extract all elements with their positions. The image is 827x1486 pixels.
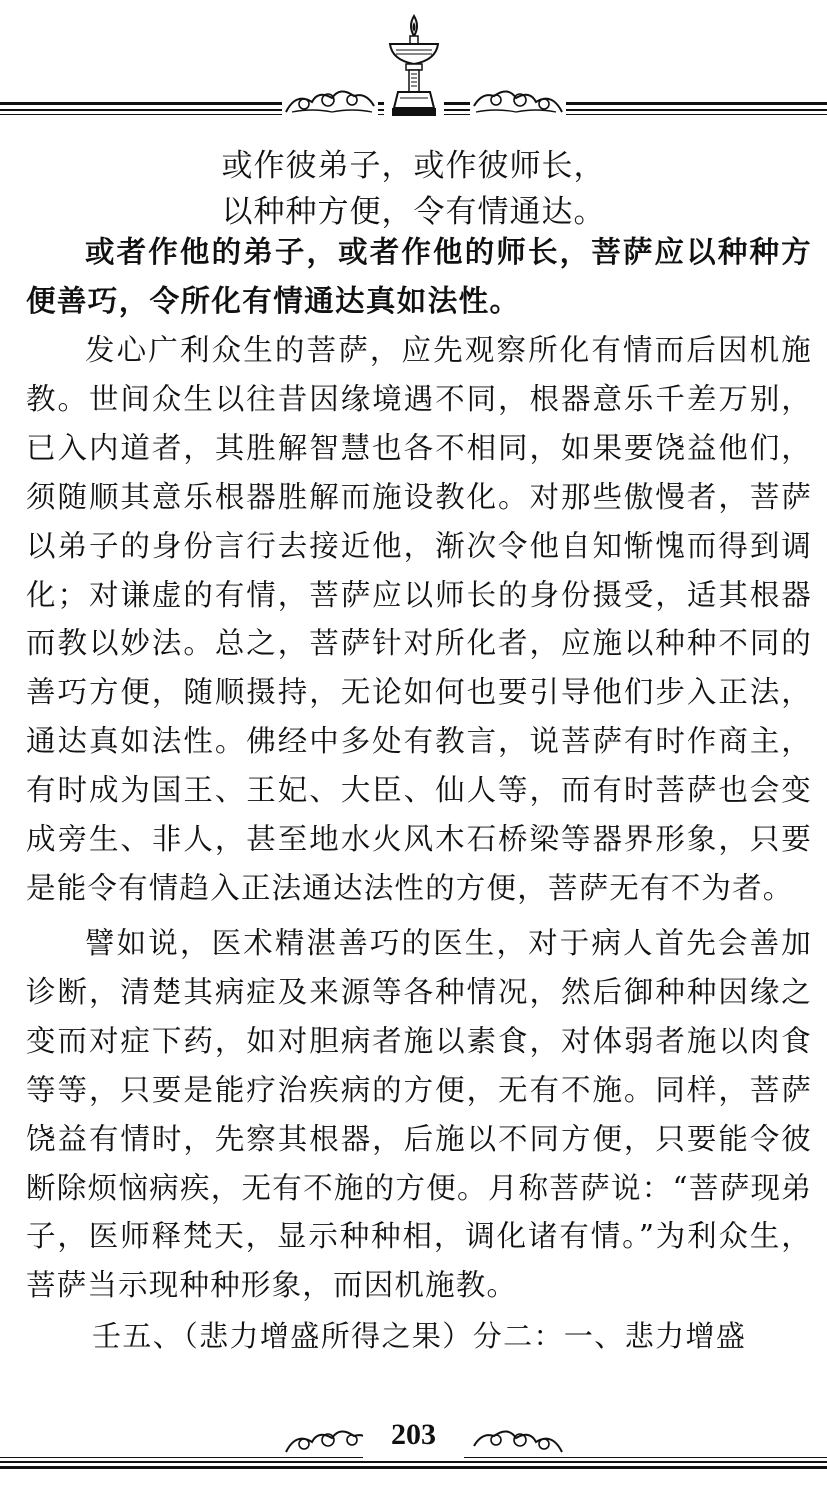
section-heading: 壬五、（悲力增盛所得之果）分二：一、悲力增盛 xyxy=(92,1319,747,1353)
footer-rule xyxy=(0,1457,827,1471)
cloud-scroll-icon xyxy=(470,86,566,116)
verse-line-2: 以种种方便，令有情通达。 xyxy=(221,194,606,230)
cloud-scroll-icon xyxy=(282,86,378,116)
cloud-scroll-icon xyxy=(470,1426,566,1456)
page-number: 203 xyxy=(363,1411,464,1459)
verse-line-1: 或作彼弟子，或作彼师长， xyxy=(221,148,606,184)
paragraph-commentary-1: 发心广利众生的菩萨，应先观察所化有情而后因机施教。世间众生以往昔因缘境遇不同，根器意乐千差万别，已入内道者，其胜解智慧也各不相同，如果要饶益他们，须随顺其意乐根器胜解而施设教化。对那些傲慢者，菩萨以弟子的身份言行去接近他，渐次令他自知惭愧而得到调化；对谦虚的有情，菩萨应以师长的身份摄受，适其根器而教以妙法。总之，菩萨针对所化者，应施以种种不同的善巧方便，随顺摄持，无论如何也要引导他们步入正法，通达真如法性。佛经中多处有教言，说菩萨有时作商主，有时成为国王、王妃、大臣、仙人等，而有时菩萨也会变成旁生、非人，甚至地水火风木石桥梁等器界形象，只要是能令有情趋入正法通达法性的方便，菩萨无有不为者。 xyxy=(26,333,812,905)
butter-lamp-icon xyxy=(384,12,444,126)
paragraph-commentary-2-visible: 譬如说，医术精湛善巧的医生，对于病人首先会善加诊断，清楚其病症及来源等各种情况，然后御种种因缘之变而对症下药，如对胆病者施以素食，对体弱者施以肉食等等，只要是能疗治疾病的方便，无有不施。同样，菩萨饶益有情时，先察其根器，后施以不同方便，只要能令彼断除烦恼病疾，无有不施的方便。月称菩萨说：“菩萨现弟子，医师释梵天，显示种种相，调化诸有情。”为利众生，菩萨当示现种种形象，而因机施教。 xyxy=(26,926,812,1303)
paragraph-translation: 或者作他的弟子，或者作他的师长，菩萨应以种种方便善巧，令所化有情通达真如法性。 xyxy=(26,234,812,318)
